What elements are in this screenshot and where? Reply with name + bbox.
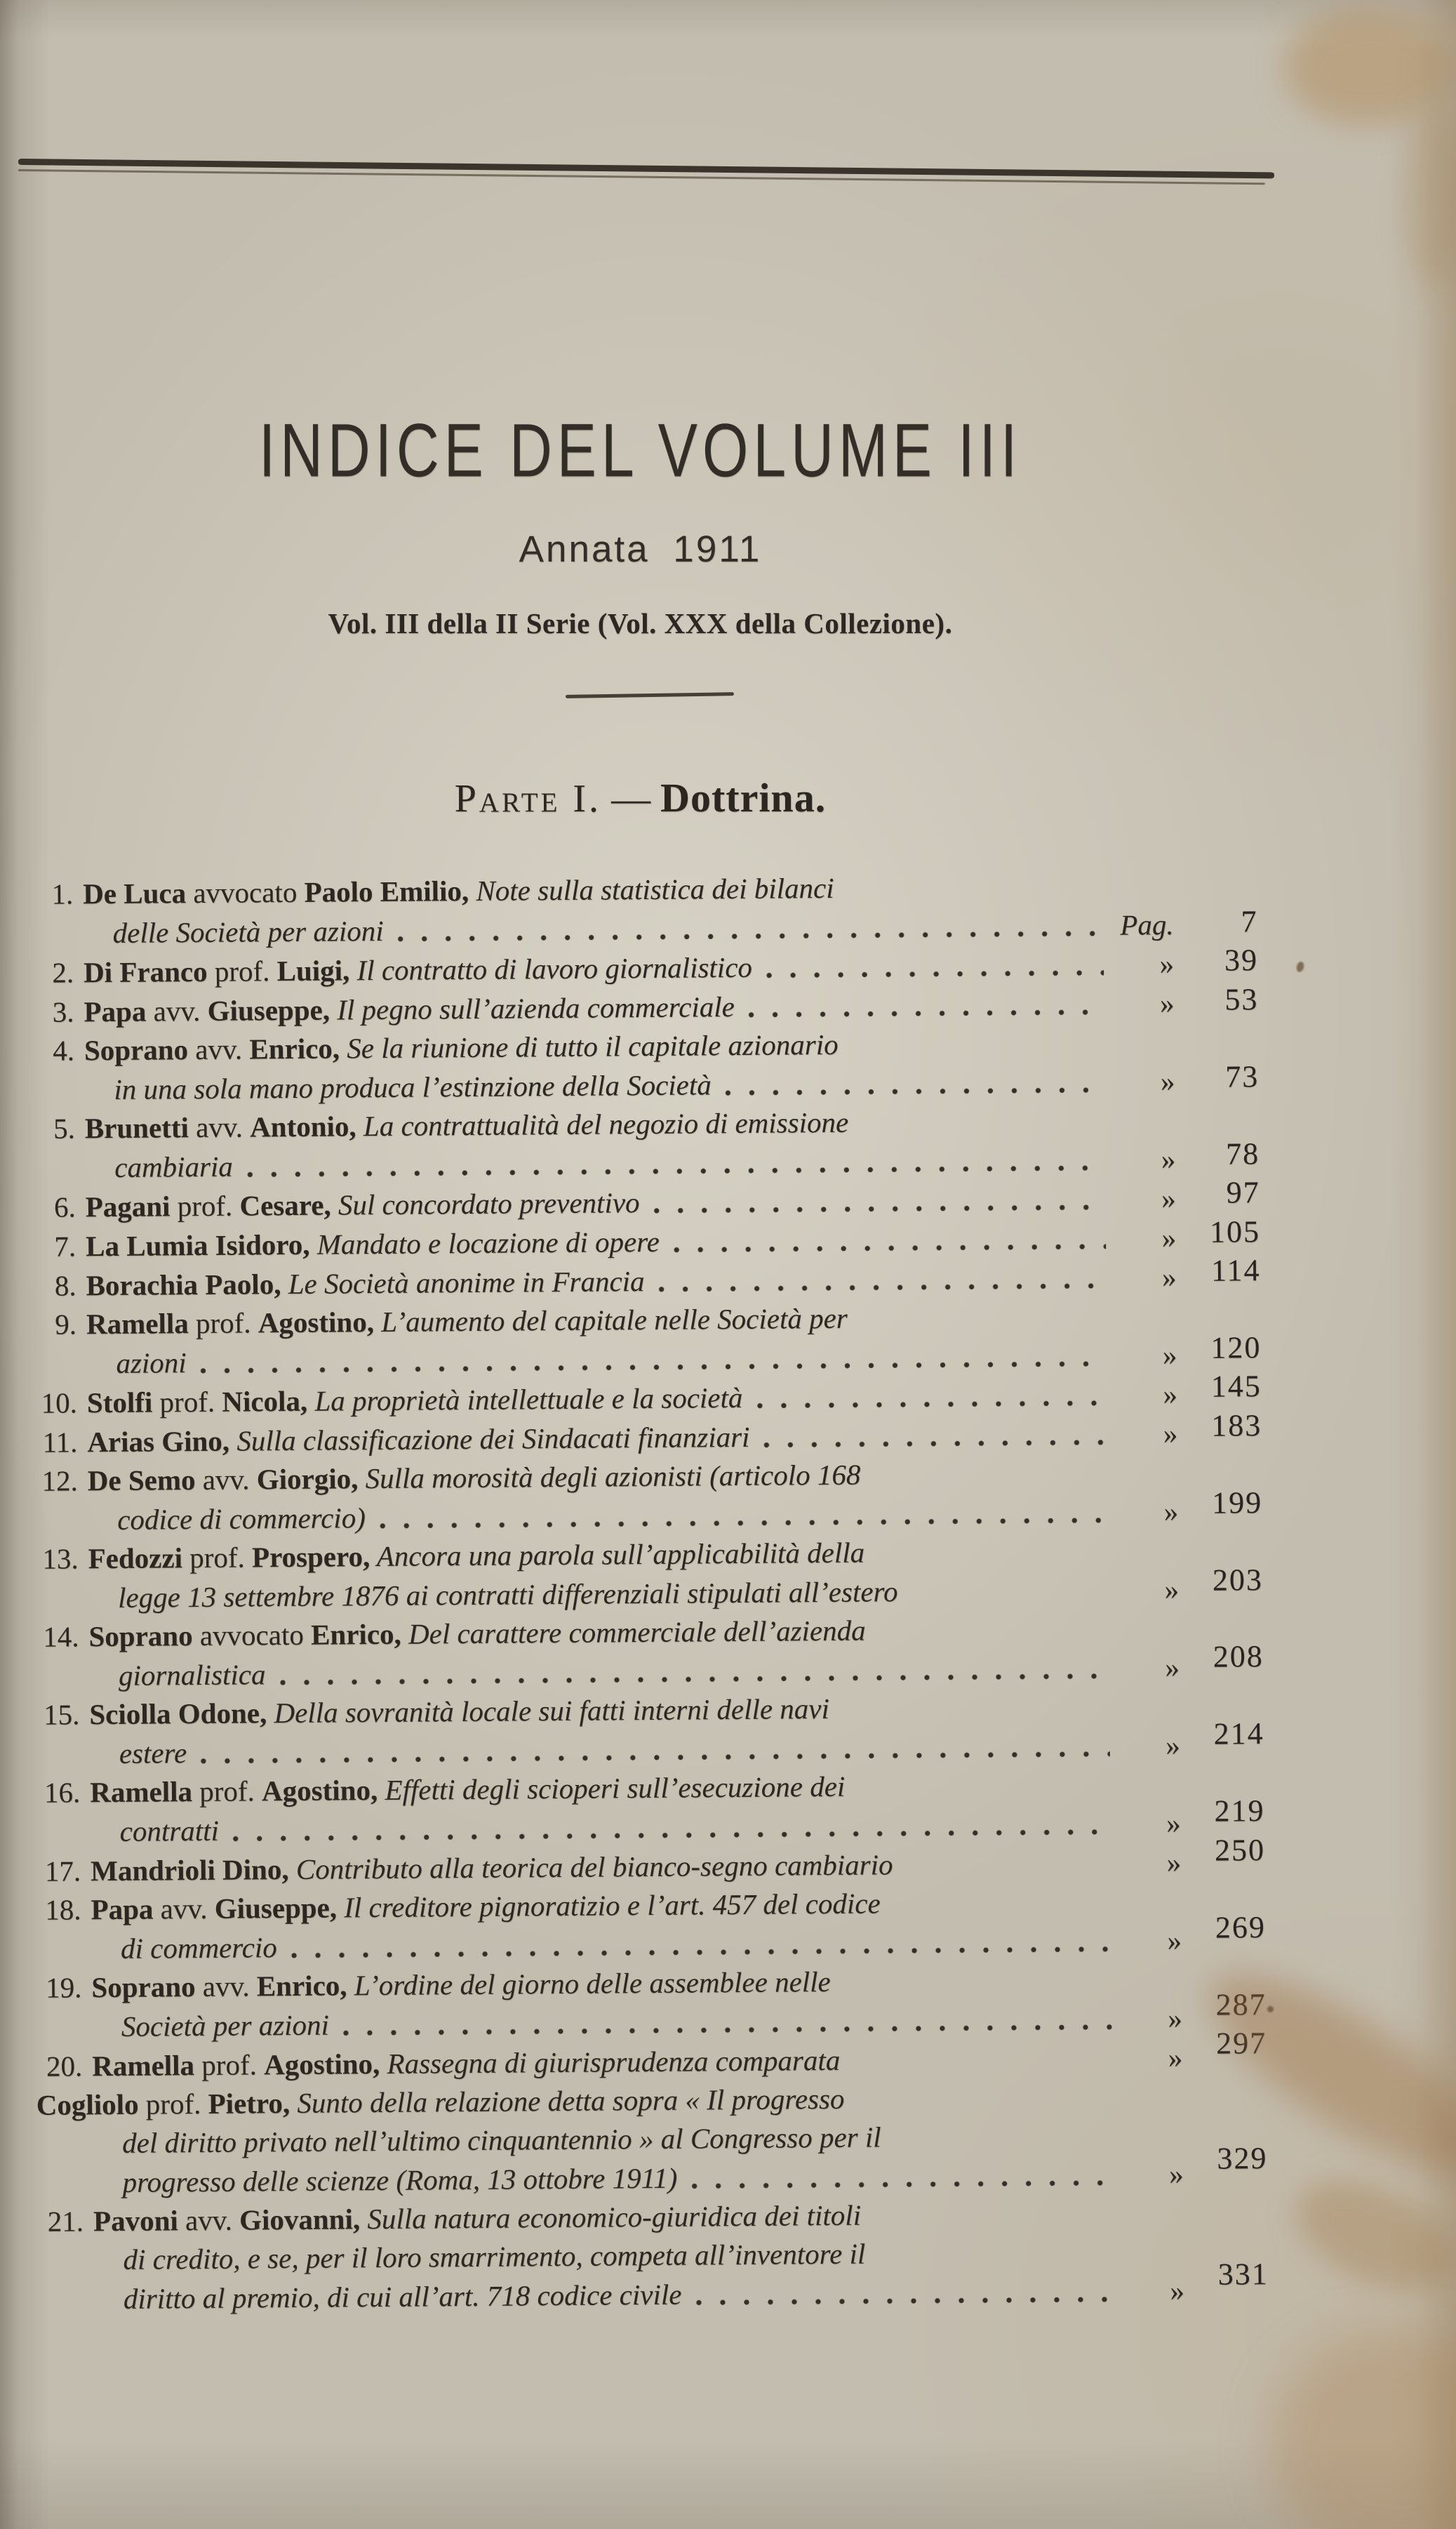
- toc-entry: [32, 2193, 1269, 2319]
- page-number: 120: [1210, 1329, 1262, 1365]
- text-segment: Pietro,: [208, 2087, 290, 2120]
- entry-text: [86, 1262, 644, 1305]
- toc-entry: [26, 1452, 1263, 1540]
- leader-spacer: [893, 1873, 1121, 1875]
- entry-number: 14.: [43, 1620, 79, 1653]
- text-segment: Se la riunione di tutto il capitale azionario: [339, 1028, 839, 1065]
- text-segment: La proprietà intellettuale e la società: [307, 1381, 743, 1417]
- text-segment: avv.: [178, 2203, 240, 2237]
- toc-entry: [31, 2076, 1268, 2203]
- page-marker: »: [1161, 1143, 1176, 1176]
- text-segment: avv.: [153, 1892, 215, 1925]
- text-segment: Cesare,: [239, 1188, 331, 1222]
- stain-right-edge: [1416, 0, 1456, 2529]
- entry-number: 18.: [45, 1893, 81, 1926]
- entry-number: [26, 1529, 78, 1530]
- text-segment: Stolfi: [86, 1386, 153, 1419]
- text-segment: Ancora una parola sull’applicabilità della: [370, 1536, 865, 1573]
- text-segment: codice di commercio): [117, 1501, 366, 1536]
- dot-leader: [755, 1399, 1107, 1411]
- dot-leader: [747, 1008, 1104, 1020]
- dot-leader: [672, 1242, 1106, 1255]
- entry-number: 21.: [47, 2205, 84, 2238]
- page-marker: »: [1160, 1065, 1175, 1098]
- text-segment: cambiaria: [114, 1150, 233, 1183]
- page-marker: Pag.: [1120, 908, 1174, 941]
- dot-leader: [290, 1945, 1111, 1960]
- page-number: 203: [1212, 1562, 1264, 1598]
- text-segment: Papa: [84, 995, 147, 1028]
- entry-text: [119, 1655, 266, 1695]
- page-number: 145: [1210, 1369, 1262, 1405]
- text-segment: Agostino,: [258, 1306, 375, 1339]
- dot-leader: [232, 1828, 1111, 1844]
- toc-entry: [28, 1764, 1265, 1852]
- entry-number: [29, 1841, 81, 1842]
- dot-leader: [279, 1672, 1109, 1687]
- entry-text: [88, 1612, 866, 1657]
- text-segment: prof.: [188, 1306, 259, 1340]
- dot-leader: [246, 1164, 1106, 1180]
- text-segment: Enrico,: [249, 1032, 340, 1066]
- stain-top-right-2: [1403, 105, 1456, 288]
- toc-entry: [23, 1100, 1260, 1188]
- entry-number: 13.: [42, 1542, 79, 1575]
- toc-entry: [27, 1686, 1264, 1774]
- text-segment: Sulla morosità degli azionisti (articolo 168: [358, 1458, 861, 1495]
- dot-leader: [724, 1086, 1105, 1098]
- text-segment: Cogliolo: [36, 2087, 139, 2121]
- entry-number: [25, 1373, 77, 1374]
- page-number: 114: [1210, 1253, 1261, 1288]
- entry-text: [118, 1572, 898, 1617]
- toc-entry: [21, 865, 1258, 953]
- page-marker: »: [1166, 1729, 1180, 1762]
- text-segment: Ramella: [92, 2049, 195, 2083]
- entry-number: 15.: [43, 1698, 80, 1731]
- entry-text: [87, 1379, 743, 1422]
- entry-number: 2.: [52, 956, 74, 989]
- dot-leader: [342, 2023, 1112, 2038]
- entry-text: [122, 2159, 677, 2202]
- text-segment: prof.: [207, 955, 277, 988]
- text-segment: Della sovranità locale sui fatti interni delle navi: [267, 1692, 830, 1730]
- text-segment: La Lumia Isidoro,: [85, 1228, 310, 1263]
- top-rule: [18, 159, 1274, 185]
- entry-text: [116, 1343, 187, 1383]
- text-segment: di commercio: [120, 1931, 277, 1965]
- dot-leader: [695, 2295, 1115, 2308]
- divider-rule: [566, 692, 734, 698]
- text-segment: Effetti degli scioperi sull’esecuzione dei: [378, 1770, 846, 1807]
- text-segment: Paolo Emilio,: [304, 874, 469, 908]
- entry-number: 6.: [53, 1190, 76, 1223]
- text-segment: Ramella: [86, 1307, 189, 1341]
- text-segment: Sunto della relazione detta sopra « Il progresso: [289, 2082, 845, 2120]
- entry-text: [91, 1884, 881, 1929]
- entry-text: [84, 1025, 839, 1070]
- text-segment: Pagani: [85, 1190, 171, 1223]
- toc-entry: [29, 1959, 1267, 2047]
- entry-number: [30, 2036, 82, 2037]
- text-segment: avvocato: [185, 875, 305, 910]
- page-marker: »: [1162, 1339, 1177, 1372]
- text-segment: Nicola,: [222, 1384, 308, 1418]
- text-segment: avv.: [146, 994, 208, 1028]
- page-number: 208: [1213, 1639, 1264, 1675]
- page-number: 331: [1217, 2256, 1269, 2292]
- page-number: 214: [1213, 1716, 1264, 1752]
- leader-spacer: [898, 1600, 1119, 1601]
- stain-top-right: [1284, 7, 1452, 126]
- text-segment: progresso delle scienze (Roma, 13 ottobre 1911): [122, 2161, 678, 2198]
- page-number: 73: [1225, 1058, 1260, 1094]
- page-number: 7: [1241, 904, 1258, 939]
- entry-number: 20.: [46, 2050, 83, 2083]
- text-segment: Giuseppe,: [207, 993, 330, 1027]
- text-segment: Sul concordato preventivo: [330, 1186, 640, 1221]
- text-segment: Arias Gino,: [87, 1424, 230, 1459]
- entry-text: [112, 912, 383, 952]
- text-segment: Note sulla statistica dei bilanci: [469, 871, 834, 907]
- text-segment: prof.: [152, 1385, 222, 1419]
- entry-number: 9.: [55, 1308, 77, 1341]
- entry-text: [36, 2080, 845, 2125]
- dot-leader: [690, 2179, 1113, 2191]
- text-segment: Papa: [91, 1892, 154, 1926]
- dot-leader: [657, 1282, 1107, 1294]
- entry-number: [32, 2192, 84, 2193]
- entry-text: [122, 2118, 881, 2162]
- text-segment: Luigi,: [276, 954, 350, 988]
- entries-list: [21, 865, 1269, 2319]
- entry-text: [86, 1183, 640, 1226]
- text-segment: Rassegna di giurisprudenza comparata: [380, 2043, 841, 2080]
- page-marker: »: [1165, 1651, 1180, 1684]
- text-segment: Soprano: [91, 1970, 196, 2004]
- ink-speck-2: [1267, 2006, 1274, 2012]
- text-segment: prof.: [170, 1189, 240, 1223]
- text-segment: Il contratto di lavoro giornalistico: [349, 950, 753, 987]
- text-segment: De Semo: [87, 1463, 196, 1497]
- entry-number: 17.: [44, 1854, 81, 1887]
- dot-leader: [378, 1516, 1108, 1531]
- text-segment: Sciolla Odone,: [89, 1697, 267, 1731]
- text-segment: Il pegno sull’azienda commerciale: [329, 990, 735, 1026]
- page-number: 53: [1224, 981, 1259, 1017]
- text-segment: Mandrioli Dino,: [90, 1853, 289, 1887]
- leader-spacer: [840, 2068, 1122, 2070]
- page-title: INDICE DEL VOLUME III: [258, 407, 1022, 493]
- page-marker: »: [1168, 2002, 1183, 2035]
- entry-number: 4.: [53, 1034, 75, 1067]
- text-segment: Soprano: [88, 1619, 193, 1653]
- entry-text: [87, 1418, 750, 1461]
- text-segment: Agostino,: [261, 1774, 378, 1807]
- page-number: 97: [1226, 1175, 1260, 1210]
- entry-text: [93, 2196, 861, 2241]
- page-marker: »: [1170, 2274, 1185, 2307]
- text-segment: avv.: [188, 1110, 251, 1144]
- text-segment: Enrico,: [256, 1969, 347, 2003]
- text-segment: del diritto privato nell’ultimo cinquantennio » al Congresso per il: [122, 2120, 881, 2159]
- page-number: 219: [1214, 1793, 1265, 1828]
- page-marker: »: [1163, 1378, 1178, 1411]
- text-segment: prof.: [138, 2087, 208, 2120]
- entry-text: [88, 1534, 864, 1579]
- text-segment: Giuseppe,: [214, 1891, 338, 1925]
- toc-entry: [29, 1881, 1266, 1969]
- stain-bottom-corner: [1270, 2330, 1456, 2529]
- entry-number: 19.: [46, 1971, 82, 2004]
- page-marker: »: [1168, 2041, 1183, 2074]
- page-number: 287: [1215, 1986, 1267, 2022]
- text-segment: Prospero,: [251, 1540, 370, 1574]
- entry-text: [86, 1299, 848, 1344]
- text-segment: Soprano: [84, 1033, 189, 1067]
- entry-text: [121, 2006, 330, 2046]
- text-segment: azioni: [116, 1346, 187, 1379]
- text-segment: estere: [119, 1737, 187, 1770]
- ink-speck: [1295, 961, 1305, 973]
- entry-text: [123, 2235, 865, 2279]
- dot-leader: [199, 1750, 1110, 1766]
- text-segment: in una sola mano produca l’estinzione della Società: [114, 1068, 712, 1106]
- toc-entry: [22, 1022, 1260, 1110]
- text-segment: Giorgio,: [256, 1462, 359, 1496]
- page-marker: »: [1164, 1573, 1180, 1606]
- page-marker: »: [1161, 1221, 1177, 1254]
- text-segment: avvocato: [192, 1618, 312, 1652]
- dot-leader: [653, 1203, 1106, 1216]
- text-segment: Di Franco: [83, 955, 208, 989]
- page-number: 183: [1211, 1407, 1262, 1443]
- text-segment: Il creditore pignoratizio e l’art. 457 del codice: [336, 1887, 881, 1924]
- entry-number: 10.: [41, 1386, 78, 1419]
- entry-text: [88, 1456, 861, 1501]
- section-dash: —: [611, 777, 651, 821]
- text-segment: contratti: [119, 1814, 220, 1847]
- entry-number: [29, 1958, 81, 1959]
- page-marker: »: [1163, 1417, 1178, 1450]
- entry-number: 1.: [51, 877, 74, 910]
- page-number: 329: [1217, 2141, 1268, 2176]
- text-segment: Antonio,: [249, 1110, 356, 1143]
- text-segment: diritto al premio, di cui all’art. 718 codice civile: [123, 2278, 682, 2315]
- page-marker: »: [1166, 1807, 1181, 1840]
- entry-text: [85, 1103, 849, 1148]
- dot-leader: [763, 1438, 1108, 1450]
- entry-number: [32, 2269, 84, 2270]
- text-segment: Giovanni,: [239, 2203, 361, 2236]
- entry-text: [89, 1690, 829, 1734]
- page-number: 250: [1214, 1832, 1266, 1868]
- text-segment: avv.: [187, 1033, 250, 1066]
- entry-text: [114, 1066, 712, 1109]
- page-marker: »: [1161, 1261, 1177, 1294]
- entry-number: [23, 1177, 75, 1178]
- entry-number: [23, 1099, 75, 1100]
- entry-number: 11.: [42, 1426, 78, 1459]
- entry-text: [123, 2276, 682, 2318]
- text-segment: Enrico,: [310, 1617, 401, 1651]
- entry-number: [27, 1607, 79, 1608]
- text-segment: Contributo alla teorica del bianco-segno cambiario: [288, 1848, 893, 1886]
- entry-text: [84, 988, 735, 1031]
- toc-entry: [25, 1296, 1262, 1383]
- page-number: 39: [1224, 943, 1259, 978]
- entry-text: [86, 1223, 660, 1266]
- text-segment: legge 13 settembre 1876 ai contratti differenziali stipulati all’estero: [117, 1575, 898, 1614]
- series-line: Vol. III della II Serie (Vol. XXX della Collezione).: [328, 607, 953, 639]
- text-segment: Agostino,: [263, 2047, 380, 2081]
- dot-leader: [396, 929, 1104, 944]
- text-segment: giornalistica: [118, 1658, 266, 1692]
- text-segment: Borachia Paolo,: [86, 1268, 281, 1302]
- page-marker: »: [1168, 2158, 1184, 2191]
- entry-text: [91, 1845, 893, 1890]
- text-segment: avv.: [195, 1970, 258, 2003]
- page-number: 199: [1211, 1485, 1263, 1520]
- section-name: Dottrina.: [660, 775, 827, 821]
- entry-number: 8.: [54, 1269, 76, 1302]
- text-segment: Brunetti: [84, 1111, 189, 1145]
- toc-entry: [27, 1608, 1264, 1696]
- page-marker: »: [1161, 1182, 1176, 1215]
- dot-leader: [199, 1360, 1107, 1376]
- page-number: 78: [1225, 1136, 1260, 1171]
- text-segment: Le Società anonime in Francia: [281, 1265, 645, 1301]
- entry-number: 7.: [54, 1230, 76, 1263]
- entry-number: 12.: [41, 1464, 78, 1497]
- page-marker: »: [1163, 1495, 1179, 1528]
- entry-text: [91, 1963, 831, 2007]
- text-segment: avv.: [195, 1463, 257, 1496]
- page-marker: »: [1159, 987, 1175, 1020]
- toc-entry: [26, 1530, 1263, 1618]
- page-marker: »: [1166, 1846, 1182, 1879]
- page-number: 269: [1215, 1909, 1267, 1945]
- entry-text: [119, 1734, 187, 1773]
- entry-text: [83, 869, 834, 913]
- entry-text: [90, 1767, 845, 1812]
- entry-number: [27, 1685, 79, 1686]
- entry-text: [117, 1499, 366, 1539]
- section-heading: [0, 775, 1281, 821]
- section-part: Parte I.: [454, 777, 602, 821]
- entry-text: [84, 948, 752, 992]
- text-segment: prof.: [194, 2048, 265, 2082]
- text-segment: Sulla natura economico-giuridica dei titoli: [359, 2198, 862, 2236]
- text-segment: Del carattere commerciale dell’azienda: [401, 1614, 866, 1650]
- text-segment: delle Società per azioni: [112, 914, 384, 949]
- entry-text: [119, 1812, 219, 1851]
- text-segment: L’aumento del capitale nelle Società per: [373, 1301, 848, 1339]
- entry-text: [114, 1148, 233, 1187]
- entry-text: [92, 2041, 840, 2085]
- stain-diagonal-2: [1280, 2158, 1456, 2312]
- page-number: 105: [1209, 1214, 1261, 1249]
- page-number: 297: [1215, 2026, 1267, 2061]
- entry-number: 3.: [52, 995, 74, 1028]
- entry-number: 5.: [53, 1112, 76, 1145]
- page-subtitle: Annata 1911: [519, 529, 762, 570]
- text-segment: Mandato e locazione di opere: [309, 1225, 660, 1261]
- dot-leader: [765, 969, 1104, 981]
- entry-number: [28, 1763, 80, 1764]
- page-marker: »: [1167, 1924, 1182, 1957]
- text-segment: Pavoni: [93, 2204, 178, 2238]
- text-segment: Fedozzi: [88, 1541, 183, 1575]
- text-segment: De Luca: [83, 877, 187, 910]
- text-segment: prof.: [182, 1541, 253, 1574]
- text-segment: Sulla classificazione dei Sindacati finanziari: [229, 1420, 750, 1457]
- text-segment: di credito, e se, per il loro smarrimento, competa all’inventore il: [123, 2237, 866, 2276]
- text-segment: Società per azioni: [121, 2008, 330, 2043]
- text-segment: Ramella: [90, 1775, 193, 1809]
- entry-number: 16.: [44, 1776, 81, 1809]
- text-segment: La contrattualità del negozio di emissione: [356, 1106, 849, 1143]
- text-segment: L’ordine del giorno delle assemblee nelle: [347, 1965, 831, 2002]
- text-segment: prof.: [192, 1774, 262, 1808]
- entry-text: [121, 1928, 277, 1968]
- page-marker: »: [1159, 948, 1175, 981]
